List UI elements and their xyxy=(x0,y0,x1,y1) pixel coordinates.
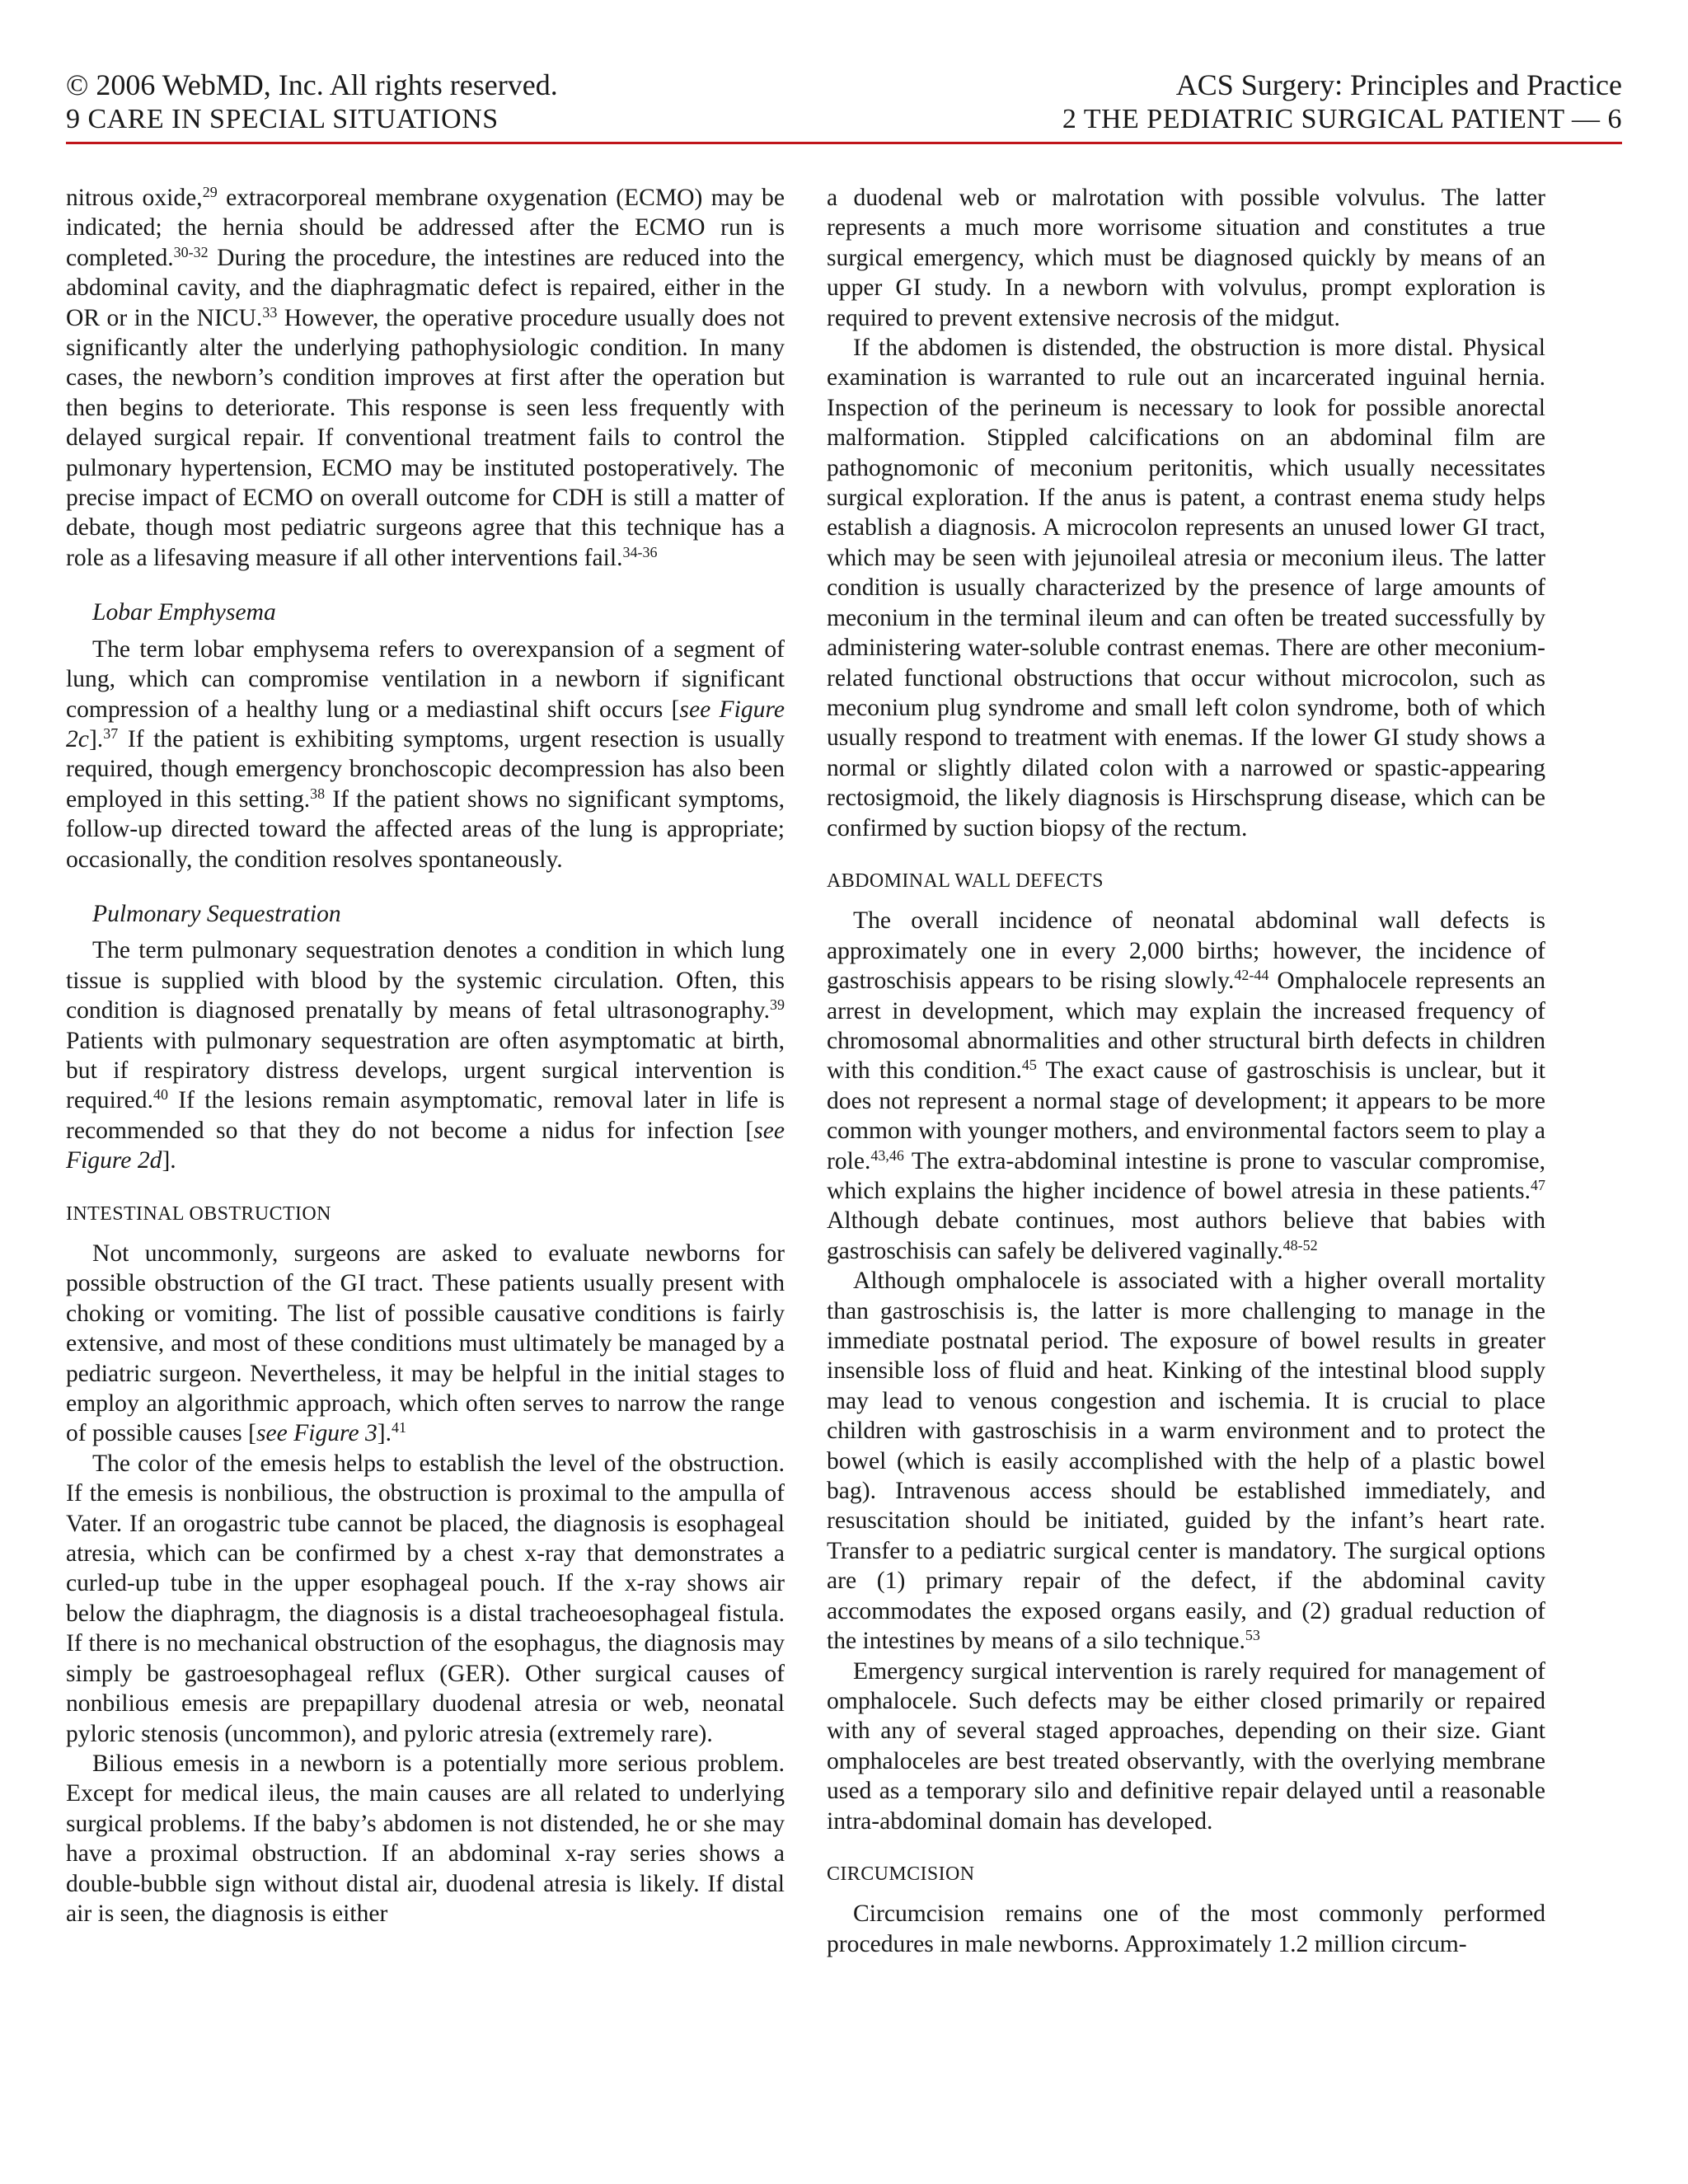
paragraph: a duodenal web or malrotation with possible volvulus. The latter represents a much more worrisome situation and constitutes a true surgical emergency, which must be diagnosed quickly by means of an upper GI study. In a newborn with volvulus, prompt exploration is required to prevent extensive necrosis of the midgut. xyxy=(827,185,1545,331)
citation: 39 xyxy=(770,996,785,1014)
paragraph: If the abdomen is distended, the obstruction is more distal. Physical examination is warranted to rule out an incarcerated inguinal hernia. Inspection of the perineum is necessary to look for possible anorectal malformation. Stippled calcifications on an abdominal film are pathognomonic of meconium peritonitis, which usually necessitates surgical exploration. If the anus is patent, a contrast enema study helps establish a diagnosis. A microcolon represents an unused lower GI tract, which may be seen with jejunoileal atresia or meconium ileus. The latter condition is usually characterized by the presence of large amounts of meconium in the terminal ileum and can often be treated successfully by administering water-soluble contrast enemas. There are other meconium-related functional obstructions that occur without microcolon, such as meconium plug syndrome and small left colon syndrome, both of which usually respond to treatment with enemas. If the lower GI study shows a normal or slightly dilated colon with a narrowed or spastic-appearing rectosigmoid, the likely diagnosis is Hirschsprung disease, which can be confirmed by suction biopsy of the rectum. xyxy=(827,335,1545,841)
citation: 38 xyxy=(310,785,326,802)
figure-reference: see Figure 2d xyxy=(66,1117,785,1174)
citation: 34-36 xyxy=(622,543,658,560)
subheading-pulmonary-sequestration: Pulmonary Sequestration xyxy=(92,900,341,927)
section-title: 9 CARE IN SPECIAL SITUATIONS xyxy=(66,104,499,134)
figure-reference: see Figure 3 xyxy=(256,1420,377,1447)
citation: 53 xyxy=(1245,1627,1260,1644)
citation: 41 xyxy=(392,1419,407,1436)
section-heading-intestinal-obstruction: INTESTINAL OBSTRUCTION xyxy=(66,1202,331,1225)
citation: 47 xyxy=(1531,1177,1545,1194)
citation: 37 xyxy=(103,725,119,743)
paragraph: The term pulmonary sequestration denotes a condition in which lung tissue is supplied with blood by the systemic circulation. Often, this condition is diagnosed prenatally by means of fetal ultrasonography.$^{39}$ Patients with pulmonary sequestration are often asymptomatic at birth, but if respiratory distress develops, urgent surgical intervention is required.$^{40}$ If the lesions remain asymptomatic, removal later in life is recommended so that they do not become a nidus for infection [see Figure 2d]. xyxy=(66,937,785,1174)
paragraph: Not uncommonly, surgeons are asked to evaluate newborns for possible obstruction of the GI tract. These patients usually present with choking or vomiting. The list of possible causative conditions is fairly extensive, and most of these conditions must ultimately be managed by a pediatric surgeon. Nevertheless, it may be helpful in the initial stages to employ an algorithmic approach, which often serves to narrow the range of possible causes [see Figure 3].$^{41}$ xyxy=(66,1240,785,1447)
header-rule xyxy=(66,142,1622,144)
citation: 40 xyxy=(153,1086,168,1104)
citation: 30-32 xyxy=(173,243,209,260)
running-header-left xyxy=(66,68,725,137)
paragraph: The color of the emesis helps to establish the level of the obstruction. If the emesis is nonbilious, the obstruction is proximal to the ampulla of Vater. If an orogastric tube cannot be placed, the diagnosis is esophageal atresia, which can be confirmed by a chest x-ray that demonstrates a curled-up tube in the upper esophageal pouch. If the x-ray shows air below the diaphragm, the diagnosis is a distal tracheoesophageal fistula. If there is no mechanical obstruction of the esophagus, the diagnosis may simply be gastroesophageal reflux (GER). Other surgical causes of nonbilious emesis are prepapillary duodenal atresia or web, neonatal pyloric stenosis (uncommon), and pyloric atresia (extremely rare). xyxy=(66,1450,785,1747)
citation: 42-44 xyxy=(1234,967,1269,984)
right-column xyxy=(827,183,1545,1959)
book-title: ACS Surgery: Principles and Practice xyxy=(1175,68,1622,101)
subheading-lobar-emphysema: Lobar Emphysema xyxy=(92,599,276,626)
paragraph: The overall incidence of neonatal abdominal wall defects is approximately one in every 2,000 births; however, the incidence of gastroschisis appears to be rising slowly.$^{42-44}$ Omphalocele represents an arrest in development, which may explain the increased frequency of chromosomal abnormalities and other structural birth defects in children with this condition.$^{45}$ The exact cause of gastroschisis is unclear, but it does not represent a normal stage of development; it appears to be more common with younger mothers, and environmental factors seem to play a role.$^{43,46}$ The extra-abdominal intestine is prone to vascular compromise, which explains the higher incidence of bowel atresia in these patients.$^{47}$ Although debate continues, most authors believe that babies with gastroschisis can safely be delivered vaginally.$^{48-52}$ xyxy=(827,907,1546,1264)
paragraph: nitrous oxide,$^{29}$ extracorporeal membrane oxygenation (ECMO) may be indicated; the hernia should be addressed after the ECMO run is completed.$^{30-32}$ During the procedure, the intestines are reduced into the abdominal cavity, and the diaphragmatic defect is repaired, either in the OR or in the NICU.$^{33}$ However, the operative procedure usually does not significantly alter the underlying pathophysiologic condition. In many cases, the newborn’s condition improves at first after the operation but then begins to deteriorate. This response is seen less frequently with delayed surgical repair. If conventional treatment fails to control the pulmonary hypertension, ECMO may be instituted postoperatively. The precise impact of ECMO on overall outcome for CDH is still a matter of debate, though most pediatric surgeons agree that this technique has a role as a lifesaving measure if all other interventions fail.$^{34-36}$ xyxy=(66,184,785,571)
paragraph: Circumcision remains one of the most commonly performed procedures in male newborns. Approximately 1.2 million circum- xyxy=(827,1900,1545,1957)
copyright-line: © 2006 WebMD, Inc. All rights reserved. xyxy=(66,68,558,101)
paragraph: The term lobar emphysema refers to overexpansion of a segment of lung, which can compromise ventilation in a newborn if significant compression of a healthy lung or a mediastinal shift occurs [see Figure 2c].$^{37}$ If the patient is exhibiting symptoms, urgent resection is usually required, though emergency bronchoscopic decompression has also been employed in this setting.$^{38}$ If the patient shows no significant symptoms, follow-up directed toward the affected areas of the lung is appropriate; occasionally, the condition resolves spontaneously. xyxy=(66,635,785,873)
citation: 29 xyxy=(202,184,218,201)
running-header-right xyxy=(880,68,1622,137)
paragraph: Bilious emesis in a newborn is a potentially more serious problem. Except for medical ileus, the main causes are all related to underlying surgical problems. If the baby’s abdomen is not distended, he or she may have a proximal obstruction. If an abdominal x-ray series shows a double-bubble sign without distal air, duodenal atresia is likely. If distal air is seen, the diagnosis is either xyxy=(66,1750,785,1927)
left-column xyxy=(66,183,785,1929)
chapter-title: 2 THE PEDIATRIC SURGICAL PATIENT — 6 xyxy=(1062,104,1622,134)
citation: 33 xyxy=(262,303,278,321)
citation: 45 xyxy=(1021,1057,1037,1074)
citation: 43,46 xyxy=(870,1146,904,1164)
section-heading-circumcision: CIRCUMCISION xyxy=(827,1863,975,1885)
figure-reference: see Figure 2c xyxy=(66,696,785,752)
citation: 48-52 xyxy=(1282,1236,1318,1254)
section-heading-abdominal-wall-defects: ABDOMINAL WALL DEFECTS xyxy=(827,869,1104,892)
paragraph: Although omphalocele is associated with a higher overall mortality than gastroschisis is, the latter is more challenging to manage in the immediate postnatal period. The exposure of bowel results in greater insensible loss of fluid and heat. Kinking of the intestinal blood supply may lead to venous congestion and ischemia. It is crucial to place children with gastroschisis in a warm environment and to protect the bowel (which is easily accomplished with the help of a plastic bowel bag). Intravenous access should be established immediately, and resuscitation should be initiated, guided by the infant’s heart rate. Transfer to a pediatric surgical center is mandatory. The surgical options are (1) primary repair of the defect, if the abdominal cavity accommodates the exposed organs easily, and (2) gradual reduction of the intestines by means of a silo technique.$^{53}$ xyxy=(827,1268,1545,1655)
paragraph: Emergency surgical intervention is rarely required for management of omphalocele. Such defects may be either closed primarily or repaired with any of several staged approaches, depending on their size. Giant omphaloceles are best treated observantly, with the overlying membrane used as a temporary silo and definitive repair delayed until a reasonable intra-abdominal domain has developed. xyxy=(827,1657,1545,1835)
